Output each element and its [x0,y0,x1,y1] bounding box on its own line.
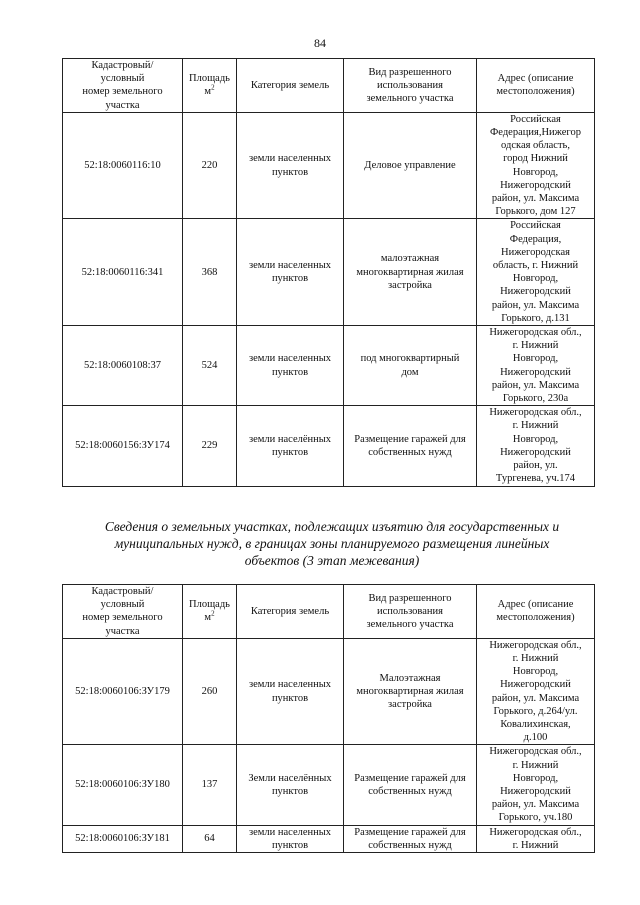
cell-line: д.100 [523,732,548,744]
cell-line: Тургенева, уч.174 [495,473,576,485]
cell-line: Новгород, [512,353,559,365]
header-permitted-use [344,59,477,113]
cell-line: малоэтажная [380,253,440,265]
header-address [477,59,595,113]
cell-line: Нижегородская обл., [489,327,582,339]
cell-line: земли населенных [248,826,332,838]
cell-cadastral-number: 52:18:0060116:10 [63,112,183,219]
header-cadastral-number [63,585,183,639]
cell-address [477,825,595,852]
header-line: Площадь [189,599,230,611]
cell-area: 524 [183,326,237,406]
cell-line: г. Нижний [512,420,559,432]
cell-line: Нижегородский [500,179,571,191]
header-line: Категория земель [250,605,330,617]
header-line: Площадь [189,73,230,85]
cell-permitted-use [344,406,477,486]
cell-line: район, ул. [513,460,558,472]
table-row [63,219,595,326]
header-line: номер земельного [82,86,163,98]
cell-permitted-use [344,825,477,852]
header-line: условный [100,599,145,611]
heading-line: объектов (3 этап межевания) [244,553,420,568]
cell-line: многоквартирная жилая [356,266,464,278]
header-line: Кадастровый/ [91,60,154,71]
cell-cadastral-number: 52:18:0060156:ЗУ174 [63,406,183,486]
cell-area: 260 [183,638,237,745]
table-row [63,406,595,486]
cell-address [477,638,595,745]
cell-line: Нижегородский [500,366,571,378]
header-area [183,59,237,113]
header-line: Категория земель [250,79,330,91]
cell-line: Российская [510,220,561,232]
cell-line: пунктов [271,446,309,458]
page-number: 84 [314,36,326,50]
header-line: участка [105,625,140,637]
cell-line: район, ул. Максима [491,692,580,704]
header-permitted-use [344,585,477,639]
cell-line: город Нижний [503,153,568,165]
cell-permitted-use [344,326,477,406]
cell-line: собственных нужд [368,839,452,851]
cell-area: 137 [183,745,237,825]
cell-line: Горького, уч.180 [498,812,573,824]
header-area-unit: $м^2$ [204,83,215,98]
cell-address [477,326,595,406]
cell-line: Деловое управление [364,160,456,172]
cell-line: многоквартирная жилая [356,686,464,698]
cell-line: Нижегородская обл., [489,639,582,651]
cell-line: Нижегородский [500,786,571,798]
table-header-row [63,585,595,639]
cell-permitted-use [344,745,477,825]
cell-area: 64 [183,825,237,852]
table-row [63,112,595,219]
header-line: участка [105,99,140,111]
cell-land-category [237,112,344,219]
cell-line: собственных нужд [368,446,452,458]
cell-cadastral-number: 52:18:0060116:341 [63,219,183,326]
header-line: местоположения) [496,86,575,98]
header-address [477,585,595,639]
cell-line: пунктов [271,166,309,178]
cell-area: 229 [183,406,237,486]
cell-line: Новгород, [512,666,559,678]
header-line: условный [100,73,145,85]
cell-line: земли населенных [248,153,332,165]
cell-line: Нижегородский [500,679,571,691]
cell-land-category [237,326,344,406]
cell-line: Новгород, [512,166,559,178]
cell-address [477,745,595,825]
cell-line: земли населенных [248,353,332,365]
cell-line: Горького, д.131 [501,312,570,324]
section-heading [72,518,592,569]
cell-line: пунктов [271,692,309,704]
cell-address [477,112,595,219]
cell-area: 220 [183,112,237,219]
cell-line: Нижегородская обл., [489,826,582,838]
table-row [63,326,595,406]
cell-line: Нижегородский [500,286,571,298]
cell-line: Горького, д.264/ул. [493,705,578,717]
cell-line: одская область, [501,140,570,152]
cell-permitted-use [344,638,477,745]
cell-line: Размещение гаражей для [354,433,466,445]
cell-line: Новгород, [512,273,559,285]
cell-cadastral-number: 52:18:0060106:ЗУ179 [63,638,183,745]
cell-line: Земли населённых [248,772,332,784]
cell-line: район, ул. Максима [491,193,580,205]
table-header-row [63,59,595,113]
cell-line: область, г. Нижний [492,260,579,272]
table-row [63,638,595,745]
cell-line: земли населённых [248,433,332,445]
cell-line: Горького, дом 127 [495,206,576,218]
cell-line: собственных нужд [368,786,452,798]
header-line: земельного участка [366,619,454,630]
table-row [63,825,595,852]
cell-line: г. Нижний [512,340,559,352]
cell-line: Федерация,Нижегор [490,127,581,139]
cell-cadastral-number: 52:18:0060106:ЗУ180 [63,745,183,825]
cell-permitted-use [344,112,477,219]
cell-line: г. Нижний [512,759,559,771]
header-line: земельного участка [366,93,454,104]
cell-address [477,406,595,486]
header-cadastral-number [63,59,183,113]
cell-line: Новгород, [512,772,559,784]
cell-line: застройка [388,279,432,291]
cell-line: район, ул. Максима [491,799,580,811]
header-line: местоположения) [496,612,575,624]
cell-land-category [237,406,344,486]
header-line: Адрес (описание [497,599,574,611]
cell-line: район, ул. Максима [491,379,580,391]
cell-line: Нижегородская [501,246,570,258]
cell-line: Размещение гаражей для [354,826,466,838]
cell-area: 368 [183,219,237,326]
heading-line: муниципальных нужд, в границах зоны планируемого размещения линейных [114,536,550,551]
cell-line: застройка [388,699,432,711]
header-land-category [237,585,344,639]
heading-line: Сведения о земельных участках, подлежащих изъятию для государственных и [104,519,560,534]
cell-line: г. Нижний [512,653,559,665]
cell-permitted-use [344,219,477,326]
cell-line: Ковалихинская, [500,719,571,731]
cell-line: г. Нижний [512,839,559,851]
cell-line: пунктов [271,366,309,378]
header-line: Кадастровый/ [91,586,154,597]
header-line: использования [377,79,443,91]
cell-line: Малоэтажная [379,672,441,684]
header-line: номер земельного [82,612,163,624]
cell-cadastral-number: 52:18:0060108:37 [63,326,183,406]
header-line: использования [377,605,443,617]
cell-line: Горького, 230а [502,393,569,405]
cell-land-category [237,219,344,326]
header-line: Вид разрешенного [368,592,452,604]
cell-line: земли населенных [248,679,332,691]
header-land-category [237,59,344,113]
cell-line: Нижегородская обл., [489,407,582,419]
header-area [183,585,237,639]
cell-address [477,219,595,326]
cell-cadastral-number: 52:18:0060106:ЗУ181 [63,825,183,852]
land-plots-table [62,58,595,487]
cell-line: Нижегородский [500,446,571,458]
cell-line: район, ул. Максима [491,299,580,311]
header-area-unit: $м^2$ [204,609,215,624]
header-line: Адрес (описание [497,73,574,85]
cell-line: земли населенных [248,260,332,272]
cell-line: Нижегородская обл., [489,746,582,758]
cell-line: Новгород, [512,433,559,445]
cell-line: дом [401,366,419,378]
cell-land-category [237,745,344,825]
table-row [63,745,595,825]
cell-land-category [237,638,344,745]
cell-line: под многоквартирный [360,353,460,365]
cell-line: Размещение гаражей для [354,772,466,784]
cell-land-category [237,825,344,852]
header-line: Вид разрешенного [368,66,452,78]
cell-line: пунктов [271,839,309,851]
cell-line: пунктов [271,273,309,285]
cell-line: пунктов [271,786,309,798]
land-plots-table-stage3 [62,584,595,853]
cell-line: Российская [510,113,561,125]
cell-line: Федерация, [509,233,562,245]
